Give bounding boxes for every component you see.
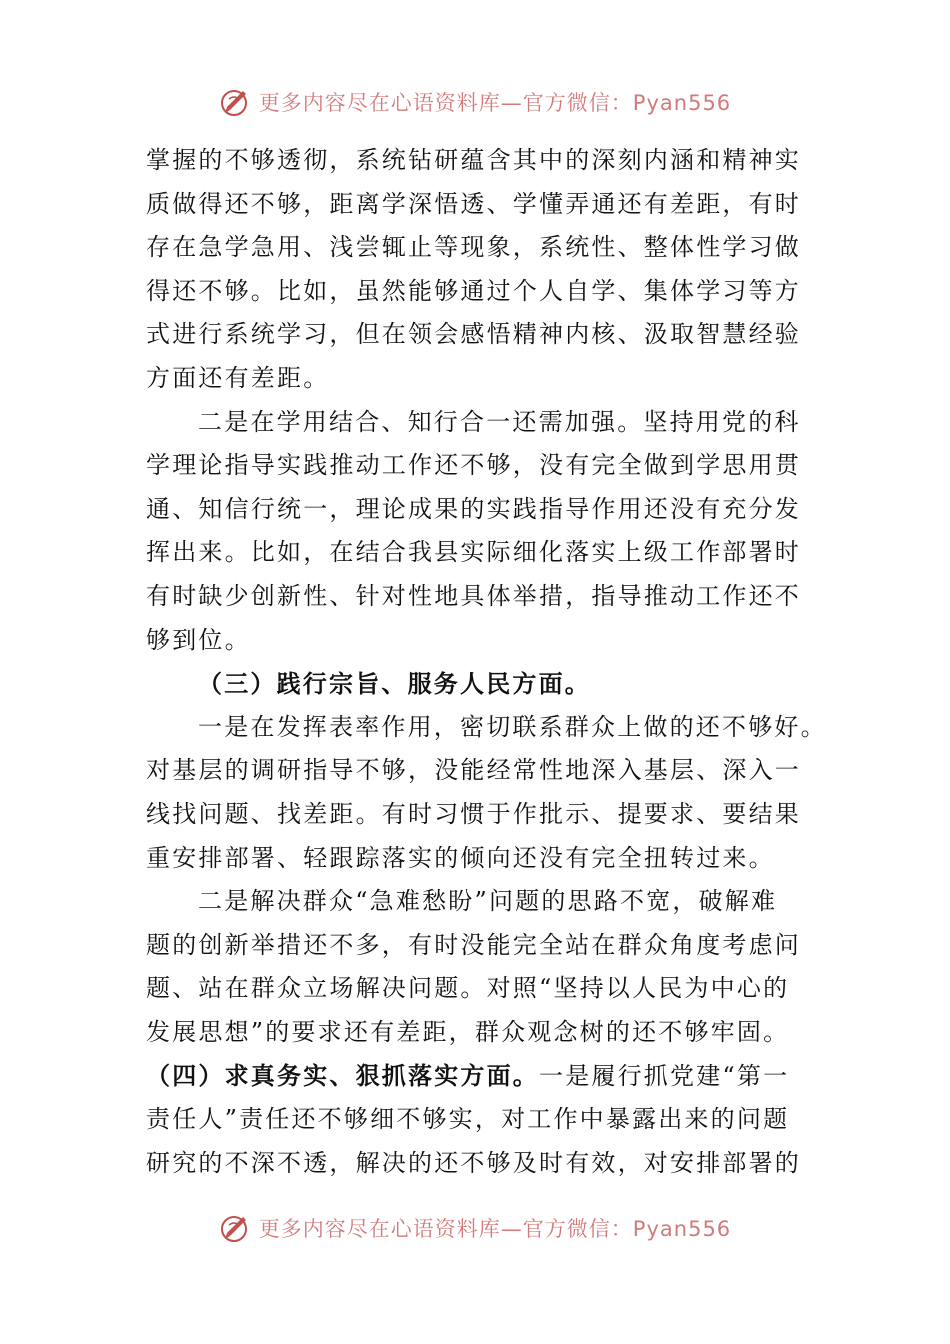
watermark-footer xyxy=(0,1208,950,1248)
text-line xyxy=(146,313,808,357)
text-line xyxy=(146,488,808,532)
watermark-text: 更多内容尽在心语资料库—官方微信：Pyan556 xyxy=(258,1217,732,1241)
text-line xyxy=(146,662,808,706)
line-text: 一是在发挥表率作用，密切联系群众上做的还不够好。 xyxy=(198,712,827,741)
line-text: 式进行系统学习，但在领会感悟精神内核、汲取智慧经验 xyxy=(146,320,801,349)
text-line xyxy=(146,706,827,750)
line-text: 题、站在群众立场解决问题。对照“坚持以人民为中心的 xyxy=(146,974,790,1003)
text-line xyxy=(146,880,808,924)
text-line xyxy=(146,749,808,793)
line-text: 有时缺少创新性、针对性地具体举措，指导推动工作还不 xyxy=(146,581,801,610)
text-line xyxy=(146,1098,808,1142)
text-line xyxy=(146,226,808,270)
line-text: 方面还有差距。 xyxy=(146,363,330,392)
document-body xyxy=(146,139,827,1185)
text-line xyxy=(146,793,808,837)
section-heading: （四）求真务实、狠抓落实方面。 xyxy=(146,1061,539,1091)
text-line xyxy=(146,444,808,488)
text-line xyxy=(146,837,808,881)
line-text: 重安排部署、轻跟踪落实的倾向还没有完全扭转过来。 xyxy=(146,843,775,872)
text-line xyxy=(146,575,808,619)
watermark-text: 更多内容尽在心语资料库—官方微信：Pyan556 xyxy=(258,91,732,115)
line-text: 线找问题、找差距。有时习惯于作批示、提要求、要结果 xyxy=(146,799,801,828)
text-line xyxy=(146,619,808,663)
line-text: 责任人”责任还不够细不够实，对工作中暴露出来的问题 xyxy=(146,1105,790,1134)
line-text: 通、知信行统一，理论成果的实践指导作用还没有充分发 xyxy=(146,494,801,523)
line-text: 存在急学急用、浅尝辄止等现象，系统性、整体性学习做 xyxy=(146,233,801,262)
section-heading: （三）践行宗旨、服务人民方面。 xyxy=(198,669,591,699)
text-line xyxy=(146,1054,808,1098)
pen-logo-icon xyxy=(219,85,253,119)
text-line xyxy=(146,139,808,183)
line-text: 学理论指导实践推动工作还不够，没有完全做到学思用贯 xyxy=(146,451,801,480)
line-text: 掌握的不够透彻，系统钻研蕴含其中的深刻内涵和精神实 xyxy=(146,146,801,174)
text-line xyxy=(146,1011,808,1055)
line-text: 挥出来。比如，在结合我县实际细化落实上级工作部署时 xyxy=(146,538,801,567)
line-text: 质做得还不够，距离学深悟透、学懂弄通还有差距，有时 xyxy=(146,189,801,218)
line-text: 对基层的调研指导不够，没能经常性地深入基层、深入一 xyxy=(146,756,801,785)
line-text: 得还不够。比如，虽然能够通过个人自学、集体学习等方 xyxy=(146,276,801,305)
line-text: 二是解决群众“急难愁盼”问题的思路不宽，破解难 xyxy=(198,887,778,916)
watermark-header xyxy=(0,82,950,122)
text-line xyxy=(146,270,808,314)
text-line xyxy=(146,967,808,1011)
line-text: 研究的不深不透，解决的还不够及时有效，对安排部署的 xyxy=(146,1148,801,1177)
line-text: 一是履行抓党建“第一 xyxy=(539,1062,790,1091)
line-text: 二是在学用结合、知行合一还需加强。坚持用党的科 xyxy=(198,407,801,436)
text-line xyxy=(146,531,808,575)
pen-logo-icon xyxy=(219,1211,253,1245)
text-line xyxy=(146,183,808,227)
text-line xyxy=(146,1142,808,1186)
text-line xyxy=(146,357,808,401)
line-text: 够到位。 xyxy=(146,625,251,654)
line-text: 题的创新举措还不多，有时没能完全站在群众角度考虑问 xyxy=(146,930,801,959)
text-line xyxy=(146,401,808,445)
text-line xyxy=(146,924,808,968)
line-text: 发展思想”的要求还有差距，群众观念树的还不够牢固。 xyxy=(146,1017,790,1046)
